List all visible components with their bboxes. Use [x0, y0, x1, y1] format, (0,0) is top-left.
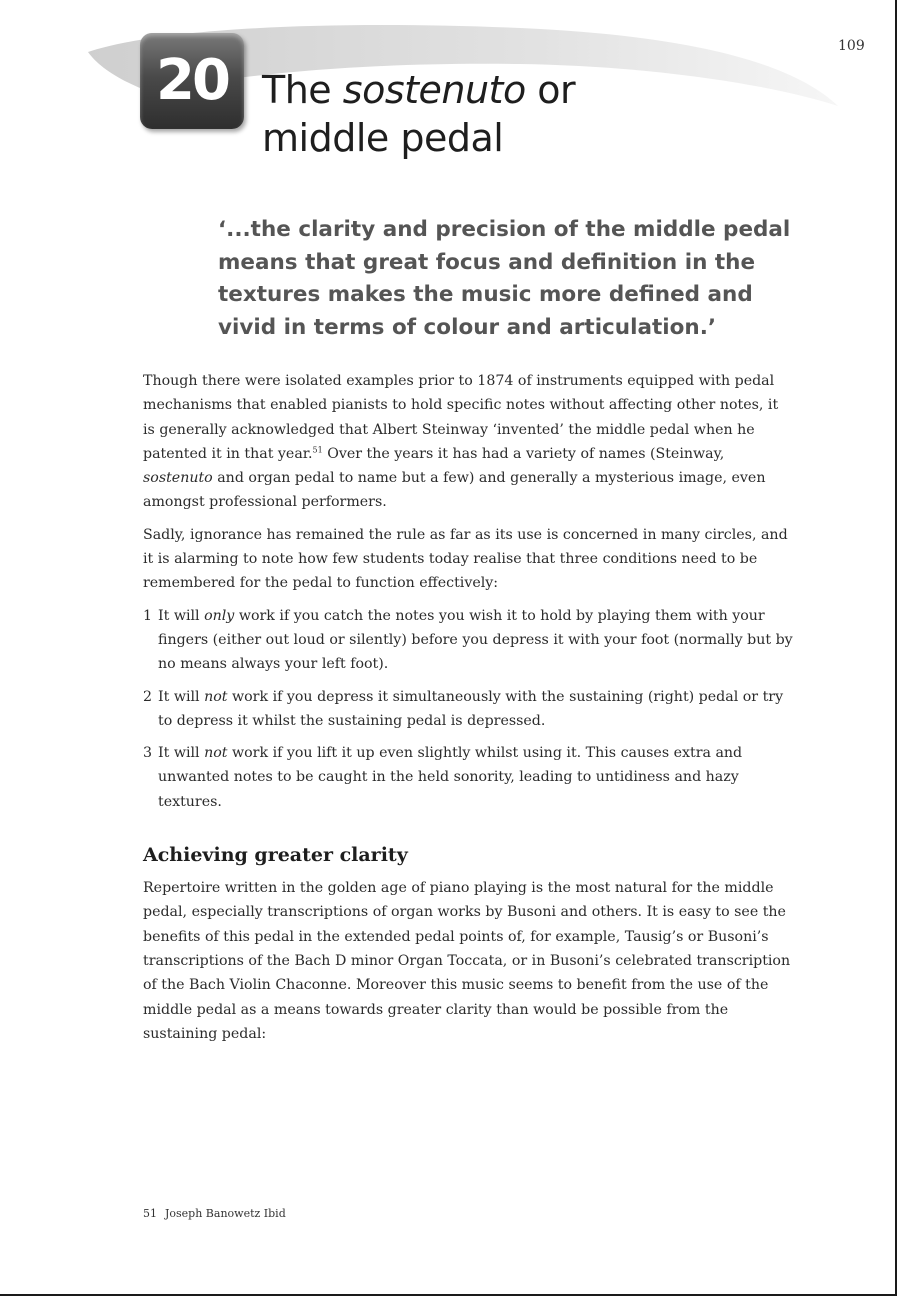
paragraph-1-part-b: Over the years it has had a variety of names (Steinway, — [322, 445, 725, 462]
pull-quote: ‘...the clarity and precision of the middle pedal means that great focus and definition in the textures makes the music more defined and vivid in terms of colour and articulation.’ — [218, 217, 791, 340]
list-item-text-pre: It will — [158, 688, 205, 705]
chapter-title-italic: sostenuto — [342, 68, 526, 112]
list-item-emphasis: only — [204, 607, 235, 624]
list-item — [143, 604, 793, 677]
section-heading: Achieving greater clarity — [143, 844, 408, 867]
paragraph-1 — [143, 369, 793, 515]
list-item-emphasis: not — [204, 745, 228, 762]
list-item-text-post: work if you lift it up even slightly whilst using it. This causes extra and unwanted notes to be caught in the held sonority, leading to untidiness and hazy textures. — [158, 745, 743, 810]
footnote-text: Joseph Banowetz Ibid — [165, 1207, 286, 1220]
list-item — [143, 685, 793, 734]
chapter-number-badge: 20 — [140, 33, 244, 129]
list-item-number: 3 — [143, 745, 153, 762]
footnote — [143, 1207, 286, 1220]
conditions-list — [143, 604, 793, 814]
list-item-number: 1 — [143, 607, 153, 624]
chapter-title-post: or — [525, 68, 576, 112]
paragraph-1-italic: sostenuto — [143, 470, 213, 487]
list-item — [143, 741, 793, 814]
chapter-title — [262, 66, 575, 162]
chapter-title-pre: The — [262, 68, 343, 112]
chapter-title-line-2: middle pedal — [262, 116, 504, 160]
list-item-number: 2 — [143, 688, 153, 705]
list-item-text-post: work if you catch the notes you wish it to hold by playing them with your fingers (either out loud or silently) before you depress it with your foot (normally but by no means always your left foot). — [158, 607, 793, 673]
paragraph-2: Sadly, ignorance has remained the rule as far as its use is concerned in many circles, and it is alarming to note how few students today realise that three conditions need to be remembered for the pedal to function effectively: — [143, 526, 788, 592]
paragraph-1-part-a: Though there were isolated examples prior to 1874 of instruments equipped with pedal mechanisms that enabled pianists to hold specific notes without affecting other notes, it is generally acknowledged that Albert Steinway ‘invented’ the middle pedal when he patented it in that year. — [143, 373, 779, 462]
list-item-emphasis: not — [204, 688, 228, 705]
chapter-title-line-1 — [262, 66, 575, 114]
body-text — [143, 369, 793, 1054]
page-number: 109 — [838, 38, 865, 54]
list-item-text-pre: It will — [158, 745, 205, 762]
list-item-text-post: work if you depress it simultaneously with the sustaining (right) pedal or try to depress it whilst the sustaining pedal is depressed. — [158, 688, 784, 729]
paragraph-1-part-c: and organ pedal to name but a few) and generally a mysterious image, even amongst professional performers. — [143, 470, 766, 511]
footnote-number: 51 — [143, 1207, 157, 1220]
list-item-text-pre: It will — [158, 607, 205, 624]
footnote-reference[interactable]: 51 — [312, 445, 323, 455]
paragraph-3: Repertoire written in the golden age of piano playing is the most natural for the middle pedal, especially transcriptions of organ works by Busoni and others. It is easy to see the benefits of this pedal in the extended pedal points of, for example, Tausig’s or Busoni’s transcriptions of the Bach D minor Organ Toccata, or in Busoni’s celebrated transcription of the Bach Violin Chaconne. Moreover this music seems to benefit from the use of the middle pedal as a means towards greater clarity than would be possible from the sustaining pedal: — [143, 880, 791, 1042]
